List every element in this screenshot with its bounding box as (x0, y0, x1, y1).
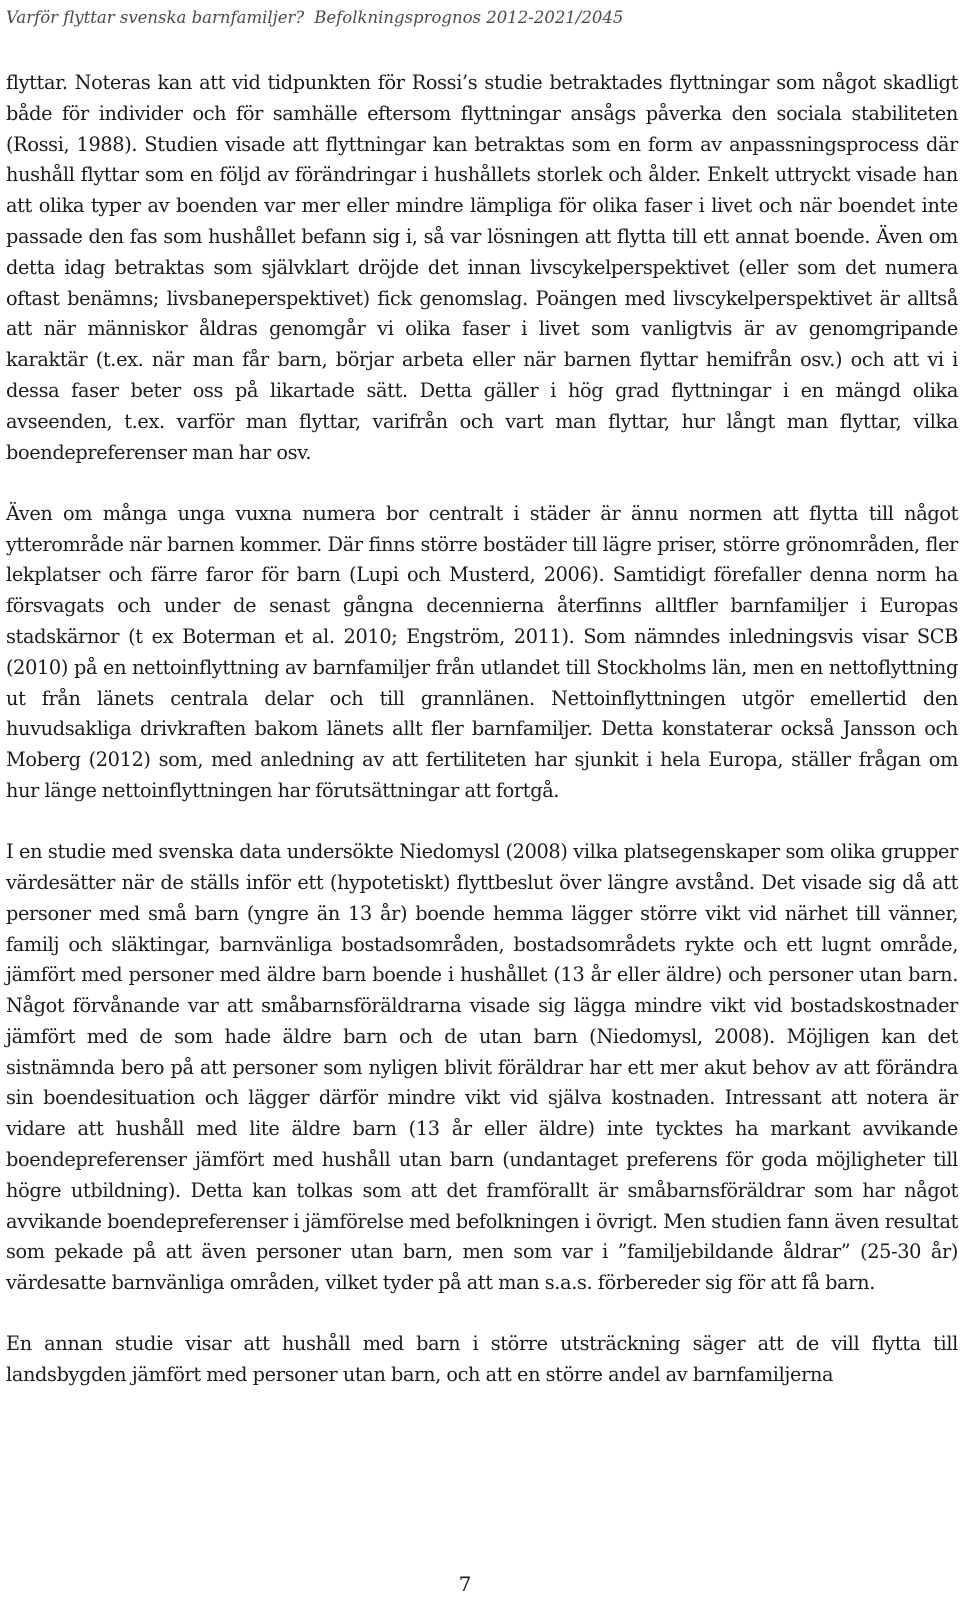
running-header (6, 8, 623, 27)
body-paragraph-4: En annan studie visar att hushåll med barn i större utsträckning säger att de vill flytta till landsbygden jämfört med personer utan barn, och att en större andel av barnfamiljerna (6, 1332, 958, 1387)
header-report-title: Befolkningsprognos 2012-2021/2045 (314, 8, 624, 27)
body-paragraph-1: flyttar. Noteras kan att vid tidpunkten för Rossi’s studie betraktades flyttningar som något skadligt både för individer och för samhälle eftersom flyttningar ansågs påverka den sociala stabiliteten (Rossi, 1988). Studien visade att flyttningar kan betraktas som en form av anpassningsprocess där hushåll flyttar som en följd av förändringar i hushållets storlek och ålder. Enkelt uttryckt visade han att olika typer av boenden var mer eller mindre lämpliga för olika faser i livet och när boendet inte passade den fas som hushållet befann sig i, så var lösningen att flytta till ett annat boende. Även om detta idag betraktas som självklart dröjde det innan livscykelperspektivet (eller som det numera oftast benämns; livsbaneperspektivet) fick genomslag. Poängen med livscykelperspektivet är alltså att när människor åldras genomgår vi olika faser i livet som vanligtvis är av genomgripande karaktär (t.ex. när man får barn, börjar arbeta eller när barnen flyttar hemifrån osv.) och att vi i dessa faser beter oss på likartade sätt. Detta gäller i hög grad flyttningar i en mängd olika avseenden, t.ex. varför man flyttar, varifrån och vart man flyttar, hur långt man flyttar, vilka boendepreferenser man har osv. (6, 71, 958, 464)
page-number: 7 (458, 1572, 472, 1596)
body-paragraph-3: I en studie med svenska data undersökte Niedomysl (2008) vilka platsegenskaper som olika grupper värdesätter när de ställs inför ett (hypotetiskt) flyttbeslut över längre avstånd. Det visade sig då att personer med små barn (yngre än 13 år) boende hemma lägger större vikt vid närhet till vänner, familj och släktingar, barnvänliga bostadsområden, bostadsområdets rykte och ett lugnt område, jämfört med personer med äldre barn boende i hushållet (13 år eller äldre) och personer utan barn. Något förvånande var att småbarnsföräldrarna visade sig lägga mindre vikt vid bostadskostnader jämfört med de som hade äldre barn och de utan barn (Niedomysl, 2008). Möjligen kan det sistnämnda bero på att personer som nyligen blivit föräldrar har ett mer akut behov av att förändra sin boendesituation och lägger därför mindre vikt vid själva kostnaden. Intressant att notera är vidare att hushåll med lite äldre barn (13 år eller äldre) inte tycktes ha markant avvikande boendepreferenser jämfört med hushåll utan barn (undantaget preferens för goda möjligheter till högre utbildning). Detta kan tolkas som att det framförallt är småbarnsföräldrar som har något avvikande boendepreferenser i jämförelse med befolkningen i övrigt. Men studien fann även resultat som pekade på att även personer utan barn, men som var i ”familjebildande åldrar” (25-30 år) värdesatte barnvänliga områden, vilket tyder på att man s.a.s. förbereder sig för att få barn. (6, 840, 958, 1295)
header-document-title: Varför flyttar svenska barnfamiljer? (6, 8, 305, 27)
body-paragraph-2: Även om många unga vuxna numera bor centralt i städer är ännu normen att flytta till något ytterområde när barnen kommer. Där finns större bostäder till lägre priser, större grönområden, fler lekplatser och färre faror för barn (Lupi och Musterd, 2006). Samtidigt förefaller denna norm ha försvagats och under de senast gångna decennierna återfinns alltfler barnfamiljer i Europas stadskärnor (t ex Boterman et al. 2010; Engström, 2011). Som nämndes inledningsvis visar SCB (2010) på en nettoinflyttning av barnfamiljer från utlandet till Stockholms län, men en nettoflyttning ut från länets centrala delar och till grannlänen. Nettoinflyttningen utgör emellertid den huvudsakliga drivkraften bakom länets allt fler barnfamiljer. Detta konstaterar också Jansson och Moberg (2012) som, med anledning av att fertiliteten har sjunkit i hela Europa, ställer frågan om hur länge nettoinflyttningen har förutsättningar att fortgå. (6, 501, 958, 802)
page-body (6, 68, 958, 1391)
